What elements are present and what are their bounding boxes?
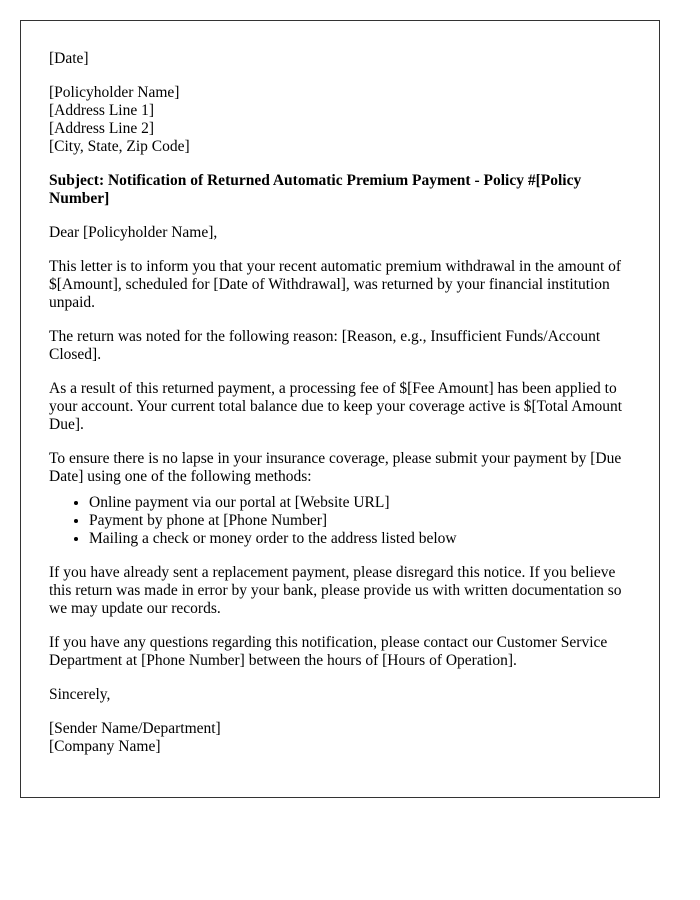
recipient-address-line-2: [Address Line 2] [49,120,155,137]
payment-methods-list [49,494,633,548]
paragraph-reason: The return was noted for the following reason: [Reason, e.g., Insufficient Funds/Account Closed]. [49,328,601,363]
sender-company: [Company Name] [49,738,161,755]
letter-body [49,50,633,772]
paragraph-contact: If you have any questions regarding this notification, please contact our Customer Service Department at [Phone Number] between the hours of [Hours of Operation]. [49,634,608,669]
sender-name: [Sender Name/Department] [49,720,221,737]
letter-date: [Date] [49,50,89,67]
letter-salutation: Dear [Policyholder Name], [49,224,218,241]
recipient-address-line-1: [Address Line 1] [49,102,155,119]
list-item: • Payment by phone at [Phone Number] [89,512,633,530]
sender-block [49,720,633,756]
letter-subject: Subject: Notification of Returned Automatic Premium Payment - Policy #[Policy Number] [49,172,582,207]
letter-page [20,20,660,798]
letter-sign-off: Sincerely, [49,686,111,703]
paragraph-disregard: If you have already sent a replacement payment, please disregard this notice. If you believe this return was made in error by your bank, please provide us with written documentation so we may update our records. [49,564,622,617]
paragraph-fee: As a result of this returned payment, a processing fee of $[Fee Amount] has been applied to your account. Your current total balance due to keep your coverage active is $[Total Amount Due]. [49,380,623,433]
list-item: • Mailing a check or money order to the address listed below [89,530,633,548]
paragraph-notice: This letter is to inform you that your recent automatic premium withdrawal in the amount of $[Amount], scheduled for [Date of Withdrawal], was returned by your financial institution unpaid. [49,258,622,311]
recipient-name: [Policyholder Name] [49,84,180,101]
paragraph-payment-instructions: To ensure there is no lapse in your insurance coverage, please submit your payment by [Due Date] using one of the following methods: [49,450,622,485]
recipient-city-state-zip: [City, State, Zip Code] [49,138,190,155]
recipient-address-block [49,84,633,156]
list-item: • Online payment via our portal at [Website URL] [89,494,633,512]
